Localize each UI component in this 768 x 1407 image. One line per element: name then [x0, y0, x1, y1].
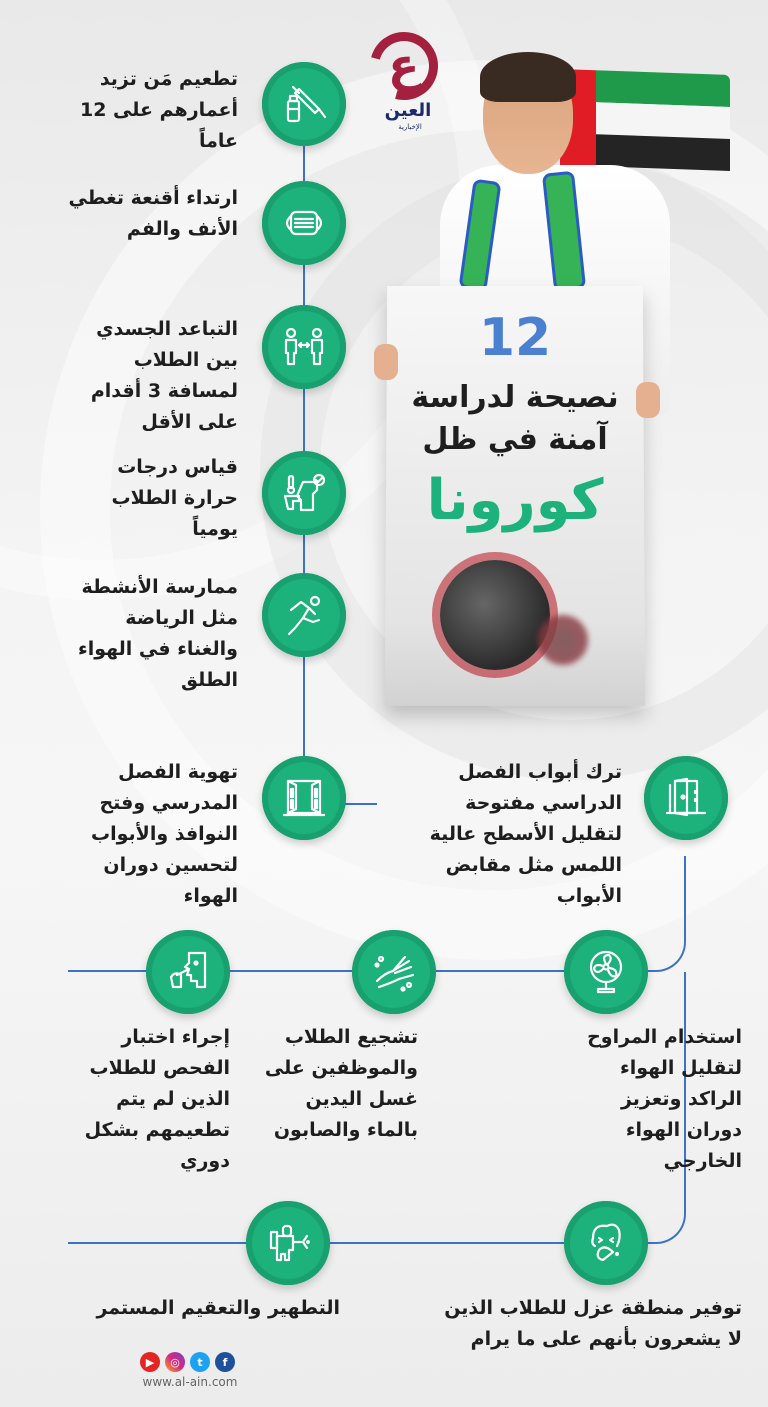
open-window-icon [279, 773, 329, 823]
timeline-row2-line [68, 970, 568, 972]
al-ain-logo[interactable] [370, 32, 442, 131]
tip-9-text: تشجيع الطلاب والموظفين على غسل اليدين بالماء والصابون [264, 1026, 418, 1141]
logo-glyph: ع [388, 38, 420, 92]
tip-2-icon [262, 181, 346, 265]
temperature-check-icon [279, 468, 329, 518]
facebook-icon[interactable]: f [215, 1352, 235, 1372]
tip-1-text: تطعيم مَن تزيد أعمارهم على 12 عاماً [79, 68, 238, 152]
tip-1-icon [262, 62, 346, 146]
tip-9-icon [352, 930, 436, 1014]
tip-10-text: إجراء اختبار الفحص للطلاب الذين لم يتم تطعيمهم بشكل دوري [84, 1026, 230, 1172]
tip-4-icon [262, 451, 346, 535]
social-distance-icon [279, 322, 329, 372]
timeline-connector [345, 803, 377, 805]
right-hand [636, 382, 660, 418]
tip-11-icon [564, 1201, 648, 1285]
nasal-swab-test-icon [163, 947, 213, 997]
timeline-curve [644, 906, 686, 972]
disinfection-sprayer-icon [263, 1218, 313, 1268]
tip-6-text: تهوية الفصل المدرسي وفتح النوافذ والأبواب لتحسين دوران الهواء [91, 761, 238, 907]
running-person-icon [279, 590, 329, 640]
hero-title-line1: نصيحة لدراسة [411, 380, 619, 415]
logo-subtext: الإخبارية [398, 123, 422, 131]
vaccine-syringe-icon [279, 79, 329, 129]
tip-7-icon [644, 756, 728, 840]
logo-text: العين [384, 100, 432, 121]
hero-title-line2: آمنة في ظل [422, 422, 608, 457]
tip-5-text: ممارسة الأنشطة مثل الرياضة والغناء في الهواء الطلق [77, 576, 238, 691]
uae-flag [560, 69, 730, 171]
face-mask-icon [279, 198, 329, 248]
tip-3-icon [262, 305, 346, 389]
timeline-curve-2 [644, 1170, 686, 1244]
twitter-icon[interactable]: t [190, 1352, 210, 1372]
tip-7-text: ترك أبواب الفصل الدراسي مفتوحة لتقليل الأسطح عالية اللمس مثل مقابض الأبواب [429, 761, 622, 907]
tip-2-text: ارتداء أقنعة تغطي الأنف والفم [68, 187, 238, 240]
coronavirus-blurred-image [538, 615, 588, 665]
hero-highlight: كورونا [426, 468, 604, 533]
tip-10-icon [146, 930, 230, 1014]
sneezing-person-icon [581, 1218, 631, 1268]
hero-number: 12 [478, 308, 552, 368]
tip-11-text: توفير منطقة عزل للطلاب الذين لا يشعرون بأنهم على ما يرام [444, 1297, 742, 1350]
boy-hair [480, 52, 576, 102]
tip-12-text: التطهير والتعقيم المستمر [96, 1297, 340, 1319]
youtube-icon[interactable]: ▶ [140, 1352, 160, 1372]
tip-3-text: التباعد الجسدي بين الطلاب لمسافة 3 أقدام على الأقل [90, 318, 238, 433]
tip-8-icon [564, 930, 648, 1014]
instagram-icon[interactable]: ◎ [165, 1352, 185, 1372]
tip-4-text: قياس درجات حرارة الطلاب يومياً [111, 456, 238, 540]
tip-8-text: استخدام المراوح لتقليل الهواء الراكد وتعزيز دوران الهواء الخارجي [587, 1026, 742, 1172]
social-links [140, 1352, 235, 1372]
website-link[interactable]: www.al-ain.com [142, 1375, 238, 1389]
hand-washing-icon [369, 947, 419, 997]
fan-icon [581, 947, 631, 997]
tip-12-icon [246, 1201, 330, 1285]
coronavirus-image [440, 560, 550, 670]
tip-6-icon [262, 756, 346, 840]
tip-5-icon [262, 573, 346, 657]
open-door-icon [661, 773, 711, 823]
